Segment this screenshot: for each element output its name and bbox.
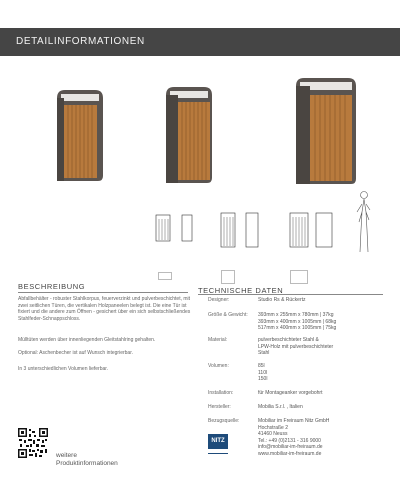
tech-label-designer: Designer: <box>208 297 230 303</box>
logo-stripe <box>208 449 228 453</box>
description-heading: BESCHREIBUNG <box>18 282 86 291</box>
tech-label-source: Bezugsquelle: <box>208 418 240 424</box>
bin-small-image <box>55 88 105 183</box>
human-scale-figure <box>352 190 376 254</box>
tech-label-volume: Volumen: <box>208 363 229 369</box>
tech-value-source: Mobiliar im Freiraum Nitz GmbH Hochstraße 2 41460 Neuss Tel.: +49 (0)2131 - 316 9000 info@mobiliar-im-freiraum.de www.mobiliar-im-freiraum.de <box>258 418 330 457</box>
tech-label-size: Größe & Gewicht: <box>208 312 248 318</box>
tech-value-material: pulverbeschichteter Stahl & LPW-Holz mit pulverbeschichteter Stahl <box>258 337 334 357</box>
tech-value-installation: für Montageanker vorgebohrt <box>258 390 323 396</box>
footprint-large <box>290 270 308 284</box>
qr-caption-line2: Produktinformationen <box>56 460 118 467</box>
bin-medium-image <box>164 85 214 185</box>
qr-caption <box>56 452 118 468</box>
tech-value-size: 393mm x 255mm x 780mm | 37kg 393mm x 400mm x 1005mm | 68kg 517mm x 400mm x 1005mm | 75kg <box>258 312 337 332</box>
description-paragraph: In 3 unterschiedlichen Volumen lieferbar. <box>18 366 109 372</box>
tech-value-manufacturer: Mobilia S.r.l. , Italien <box>258 404 303 410</box>
description-paragraph: Optional: Aschenbecher ist auf Wunsch integrierbar. <box>18 350 133 356</box>
tech-value-designer: Studio Rs & Rückertz <box>258 297 306 303</box>
tech-label-manufacturer: Hersteller: <box>208 404 231 410</box>
tech-value-volume: 85l 110l 150l <box>258 363 268 383</box>
description-paragraph: Mülltüten werden über innenliegenden Gleitstahlring gehalten. <box>18 337 156 343</box>
tech-divider <box>198 294 383 295</box>
tech-label-installation: Installation: <box>208 390 234 396</box>
page-title: DETAILINFORMATIONEN <box>16 36 145 47</box>
footprint-medium <box>221 270 235 284</box>
footprint-small <box>158 272 172 280</box>
description-divider <box>18 292 188 293</box>
description-paragraph: Abfallbehälter - robuster Stahlkorpus, feuerverzinkt und pulverbeschichtet, mit zwei seitlichen Türen, die vertikalen Holzpaneelen belegt ist. Die eine Tür ist fixiert und die andere zum Öffnen - gesichert über ein sich selbstschließendes Stahlfeder-Schnappschloss. <box>18 296 191 322</box>
page-header <box>0 28 400 56</box>
tech-label-material: Material: <box>208 337 228 343</box>
logo-text: NITZ <box>211 438 225 444</box>
bin-large-image <box>294 76 358 186</box>
nitz-logo <box>208 434 228 454</box>
tech-heading: TECHNISCHE DATEN <box>198 286 284 295</box>
qr-caption-line1: weitere <box>56 452 77 459</box>
qr-code[interactable] <box>18 428 48 458</box>
